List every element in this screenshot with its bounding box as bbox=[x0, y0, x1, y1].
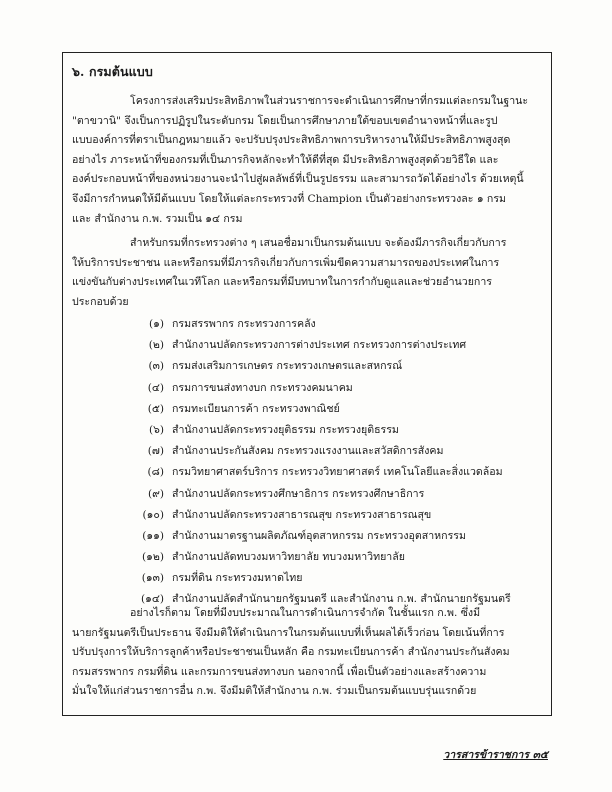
list-item bbox=[128, 505, 538, 526]
list-number: (๙) bbox=[147, 487, 164, 500]
text-line: และ สำนักงาน ก.พ. รวมเป็น ๑๔ กรม bbox=[72, 212, 243, 225]
text-line: อย่างไรก็ตาม โดยที่มีงบประมาณในการดำเนินการจำกัด ในชั้นแรก ก.พ. ซึ่งมี bbox=[130, 607, 481, 619]
text-line: องค์ประกอบหน้าที่ของหน่วยงานจะนำไปสู่ผลลัพธ์ที่เป็นรูปธรรม และสามารถวัดได้อย่างไร ด้วยเหตุนี้ bbox=[72, 173, 524, 186]
list-number: (๖) bbox=[149, 423, 164, 436]
list-number: (๘) bbox=[147, 466, 164, 479]
text-line: ปรับปรุงการให้บริการลูกค้าหรือประชาชนเป็นหลัก คือ กรมทะเบียนการค้า สำนักงานประกันสังคม bbox=[72, 646, 510, 659]
list-item bbox=[128, 356, 538, 377]
list-number: (๑๔) bbox=[140, 593, 164, 606]
list-item bbox=[128, 462, 538, 483]
list-item bbox=[128, 399, 538, 420]
list-number: (๑๑) bbox=[142, 529, 164, 542]
paragraph-conclusion bbox=[72, 604, 540, 702]
list-number: (๑๓) bbox=[141, 572, 164, 585]
paragraph-intro bbox=[72, 92, 540, 229]
list-item bbox=[128, 441, 538, 462]
text-line: แข่งขันกับต่างประเทศในเวทีโลก และหรือกรมที่มีบทบาทในการกำกับดูแลและช่วยอำนวยการ bbox=[72, 276, 492, 289]
list-text: กรมวิทยาศาสตร์บริการ กระทรวงวิทยาศาสตร์ เทคโนโลยีและสิ่งแวดล้อม bbox=[172, 466, 503, 479]
list-text: สำนักงานปลัดสำนักนายกรัฐมนตรี และสำนักงาน ก.พ. สำนักนายกรัฐมนตรี bbox=[172, 593, 511, 606]
section-heading: ๖. กรมต้นแบบ bbox=[72, 64, 153, 79]
list-text: กรมที่ดิน กระทรวงมหาดไทย bbox=[172, 572, 303, 585]
list-text: สำนักงานปลัดกระทรวงยุติธรรม กระทรวงยุติธรรม bbox=[172, 423, 399, 436]
list-item bbox=[128, 378, 538, 399]
list-item bbox=[128, 526, 538, 547]
list-number: (๑๐) bbox=[142, 508, 164, 521]
list-item bbox=[128, 484, 538, 505]
text-line: แบบองค์การที่ตราเป็นกฎหมายแล้ว จะปรับปรุงประสิทธิภาพการบริหารงานให้มีประสิทธิภาพสูงสุด bbox=[72, 134, 511, 147]
list-text: สำนักงานปลัดกระทรวงสาธารณสุข กระทรวงสาธารณสุข bbox=[172, 508, 432, 521]
text-line: โครงการส่งเสริมประสิทธิภาพในส่วนราชการจะดำเนินการศึกษาที่กรมแต่ละกรมในฐานะ bbox=[130, 95, 529, 107]
list-item bbox=[128, 420, 538, 441]
text-line: มั่นใจให้แก่ส่วนราชการอื่น ก.พ. จึงมีมติให้สำนักงาน ก.พ. ร่วมเป็นกรมต้นแบบรุ่นแรกด้วย bbox=[72, 685, 477, 698]
list-number: (๓) bbox=[148, 360, 164, 373]
list-text: กรมการขนส่งทางบก กระทรวงคมนาคม bbox=[172, 381, 353, 394]
list-text: กรมทะเบียนการค้า กระทรวงพาณิชย์ bbox=[172, 402, 340, 415]
list-item bbox=[128, 568, 538, 589]
text-line: นายกรัฐมนตรีเป็นประธาน จึงมีมติให้ดำเนินการในกรมต้นแบบที่เห็นผลได้เร็วก่อน โดยเน้นที่การ bbox=[72, 626, 505, 639]
text-line: สำหรับกรมที่กระทรวงต่าง ๆ เสนอชื่อมาเป็นกรมต้นแบบ จะต้องมีภารกิจเกี่ยวกับการ bbox=[130, 237, 507, 249]
list-number: (๗) bbox=[147, 445, 164, 458]
paragraph-criteria bbox=[72, 234, 540, 312]
text-line: ประกอบด้วย bbox=[72, 295, 129, 308]
list-number: (๑๒) bbox=[142, 551, 164, 564]
text-line: กรมสรรพากร กรมที่ดิน และกรมการขนส่งทางบก นอกจากนี้ เพื่อเป็นตัวอย่างและสร้างความ bbox=[72, 665, 487, 678]
department-list bbox=[128, 314, 538, 611]
page-footer: วารสารข้าราชการ ๓๕ bbox=[443, 749, 548, 761]
list-text: สำนักงานประกันสังคม กระทรวงแรงงานและสวัสดิการสังคม bbox=[172, 445, 444, 458]
list-item bbox=[128, 314, 538, 335]
text-line: ให้บริการประชาชน และหรือกรมที่มีภารกิจเกี่ยวกับการเพิ่มขีดความสามารถของประเทศในการ bbox=[72, 256, 500, 269]
list-text: สำนักงานปลัดกระทรวงศึกษาธิการ กระทรวงศึกษาธิการ bbox=[172, 487, 425, 500]
list-text: กรมสรรพากร กระทรวงการคลัง bbox=[172, 318, 316, 330]
list-number: (๑) bbox=[149, 318, 164, 330]
list-item bbox=[128, 547, 538, 568]
list-number: (๔) bbox=[147, 381, 164, 394]
text-line: "ตาขวานิ" จึงเป็นการปฏิรูปในระดับกรม โดยเป็นการศึกษาภายใต้ขอบเขตอำนาจหน้าที่และรูป bbox=[72, 114, 498, 127]
list-number: (๕) bbox=[147, 402, 164, 415]
text-line: อย่างไร ภาระหน้าที่ของกรมที่เป็นภารกิจหลักจะทำให้ดีที่สุด มีประสิทธิภาพสูงสุดด้วยวิธีใด และ bbox=[72, 153, 499, 166]
text-line: จึงมีการกำหนดให้มีต้นแบบ โดยให้แต่ละกระทรวงที่ Champion เป็นตัวอย่างกระทรวงละ ๑ กรม bbox=[72, 192, 507, 205]
list-text: สำนักงานปลัดทบวงมหาวิทยาลัย ทบวงมหาวิทยาลัย bbox=[172, 551, 405, 564]
list-text: กรมส่งเสริมการเกษตร กระทรวงเกษตรและสหกรณ์ bbox=[172, 360, 403, 373]
list-number: (๒) bbox=[148, 339, 164, 352]
list-text: สำนักงานปลัดกระทรวงการต่างประเทศ กระทรวงการต่างประเทศ bbox=[172, 339, 467, 352]
list-item bbox=[128, 335, 538, 356]
list-text: สำนักงานมาตรฐานผลิตภัณฑ์อุตสาหกรรม กระทรวงอุตสาหกรรม bbox=[172, 529, 466, 542]
